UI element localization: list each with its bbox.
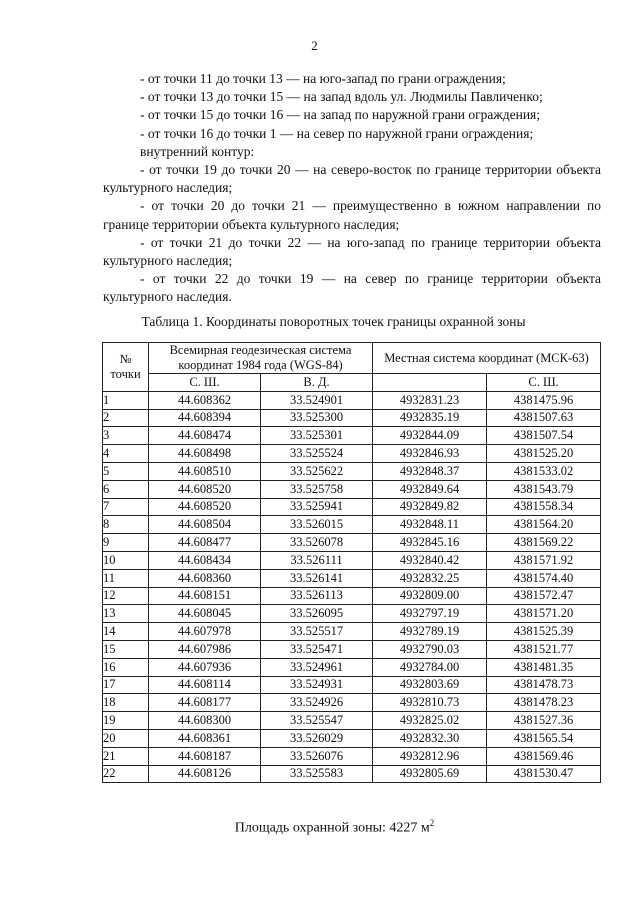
- msk63-x: 4932846.93: [373, 445, 487, 463]
- msk63-y: 4381507.54: [487, 427, 601, 445]
- point-number: 17: [103, 676, 149, 694]
- msk63-x: 4932784.00: [373, 658, 487, 676]
- msk63-x: 4932810.73: [373, 694, 487, 712]
- subheader-msk-y: С. Ш.: [487, 374, 601, 392]
- paragraph: - от точки 19 до точки 20 — на северо-восток по границе территории объекта культурного наследия;: [103, 162, 601, 196]
- table-row: [103, 498, 601, 516]
- msk63-x: 4932831.23: [373, 391, 487, 409]
- paragraph: - от точки 16 до точки 1 — на север по наружной грани ограждения;: [140, 125, 534, 141]
- point-number: 12: [103, 587, 149, 605]
- msk63-y: 4381571.20: [487, 605, 601, 623]
- wgs84-latitude: 44.608520: [149, 498, 261, 516]
- msk63-y: 4381475.96: [487, 391, 601, 409]
- wgs84-latitude: 44.608045: [149, 605, 261, 623]
- msk63-x: 4932848.11: [373, 516, 487, 534]
- msk63-x: 4932803.69: [373, 676, 487, 694]
- wgs84-latitude: 44.608434: [149, 551, 261, 569]
- point-number: 14: [103, 623, 149, 641]
- point-number: 16: [103, 658, 149, 676]
- table-caption: Таблица 1. Координаты поворотных точек границы охранной зоны: [141, 314, 526, 329]
- wgs84-longitude: 33.525300: [261, 409, 373, 427]
- msk63-x: 4932832.25: [373, 569, 487, 587]
- msk63-x: 4932845.16: [373, 534, 487, 552]
- wgs84-longitude: 33.526113: [261, 587, 373, 605]
- msk63-y: 4381527.36: [487, 712, 601, 730]
- wgs84-longitude: 33.524901: [261, 391, 373, 409]
- subheader-msk-x: [373, 374, 487, 392]
- msk63-x: 4932812.96: [373, 747, 487, 765]
- wgs84-latitude: 44.607978: [149, 623, 261, 641]
- wgs84-longitude: 33.525941: [261, 498, 373, 516]
- wgs84-longitude: 33.526015: [261, 516, 373, 534]
- table-row: [103, 445, 601, 463]
- table-row: [103, 551, 601, 569]
- table-row: [103, 747, 601, 765]
- table-row: [103, 676, 601, 694]
- wgs84-longitude: 33.525471: [261, 640, 373, 658]
- wgs84-latitude: 44.608504: [149, 516, 261, 534]
- point-number: 5: [103, 462, 149, 480]
- paragraph: - от точки 11 до точки 13 — на юго-запад по грани ограждения;: [140, 71, 506, 86]
- wgs84-latitude: 44.608362: [149, 391, 261, 409]
- msk63-y: 4381481.35: [487, 658, 601, 676]
- wgs84-latitude: 44.608360: [149, 569, 261, 587]
- point-number: 19: [103, 712, 149, 730]
- subheader-latitude: С. Ш.: [149, 374, 261, 392]
- wgs84-latitude: 44.608510: [149, 462, 261, 480]
- paragraph: - от точки 13 до точки 15 — на запад вдоль ул. Людмилы Павличенко;: [140, 89, 543, 105]
- msk63-x: 4932835.19: [373, 409, 487, 427]
- wgs84-longitude: 33.524926: [261, 694, 373, 712]
- point-number: 22: [103, 765, 149, 783]
- point-number: 20: [103, 729, 149, 747]
- msk63-y: 4381564.20: [487, 516, 601, 534]
- wgs84-longitude: 33.526141: [261, 569, 373, 587]
- msk63-y: 4381565.54: [487, 729, 601, 747]
- paragraph: - от точки 22 до точки 19 — на север по границе территории объекта культурного наследия.: [103, 271, 601, 305]
- table-row: [103, 694, 601, 712]
- point-number: 10: [103, 551, 149, 569]
- wgs84-latitude: 44.607936: [149, 658, 261, 676]
- wgs84-longitude: 33.525524: [261, 445, 373, 463]
- msk63-x: 4932809.00: [373, 587, 487, 605]
- point-number: 3: [103, 427, 149, 445]
- wgs84-latitude: 44.607986: [149, 640, 261, 658]
- wgs84-longitude: 33.524931: [261, 676, 373, 694]
- wgs84-latitude: 44.608114: [149, 676, 261, 694]
- wgs84-longitude: 33.525583: [261, 765, 373, 783]
- wgs84-longitude: 33.525622: [261, 462, 373, 480]
- table-row: [103, 587, 601, 605]
- wgs84-latitude: 44.608300: [149, 712, 261, 730]
- table-body: [103, 391, 601, 783]
- table-row: [103, 516, 601, 534]
- point-number: 15: [103, 640, 149, 658]
- msk63-x: 4932832.30: [373, 729, 487, 747]
- area-unit-superscript: 2: [429, 818, 435, 828]
- table-row: [103, 658, 601, 676]
- msk63-y: 4381533.02: [487, 462, 601, 480]
- wgs84-longitude: 33.526076: [261, 747, 373, 765]
- coordinates-table: [102, 342, 601, 783]
- table-row: [103, 480, 601, 498]
- header-wgs84: Всемирная геодезическая система координат 1984 года (WGS-84): [149, 343, 373, 374]
- table-row: [103, 462, 601, 480]
- msk63-x: 4932849.82: [373, 498, 487, 516]
- paragraph: внутренний контур:: [140, 143, 255, 159]
- point-number: 13: [103, 605, 149, 623]
- table-row: [103, 569, 601, 587]
- msk63-y: 4381569.46: [487, 747, 601, 765]
- msk63-y: 4381521.77: [487, 640, 601, 658]
- table-row: [103, 409, 601, 427]
- header-msk63: Местная система координат (МСК-63): [373, 343, 601, 374]
- point-number: 1: [103, 391, 149, 409]
- msk63-y: 4381571.92: [487, 551, 601, 569]
- wgs84-latitude: 44.608126: [149, 765, 261, 783]
- msk63-y: 4381525.39: [487, 623, 601, 641]
- msk63-y: 4381574.40: [487, 569, 601, 587]
- wgs84-latitude: 44.608151: [149, 587, 261, 605]
- msk63-y: 4381525.20: [487, 445, 601, 463]
- wgs84-latitude: 44.608520: [149, 480, 261, 498]
- point-number: 18: [103, 694, 149, 712]
- wgs84-latitude: 44.608498: [149, 445, 261, 463]
- table-row: [103, 712, 601, 730]
- paragraph: - от точки 21 до точки 22 — на юго-запад по границе территории объекта культурного наследия;: [103, 234, 601, 269]
- msk63-y: 4381543.79: [487, 480, 601, 498]
- wgs84-latitude: 44.608477: [149, 534, 261, 552]
- msk63-x: 4932825.02: [373, 712, 487, 730]
- wgs84-longitude: 33.526095: [261, 605, 373, 623]
- paragraph: - от точки 15 до точки 16 — на запад по наружной грани ограждения;: [140, 107, 541, 123]
- msk63-x: 4932840.42: [373, 551, 487, 569]
- table-row: [103, 640, 601, 658]
- table-row: [103, 534, 601, 552]
- table-row: [103, 427, 601, 445]
- point-number: 11: [103, 569, 149, 587]
- point-number: 7: [103, 498, 149, 516]
- msk63-y: 4381507.63: [487, 409, 601, 427]
- msk63-x: 4932849.64: [373, 480, 487, 498]
- table-row: [103, 623, 601, 641]
- msk63-y: 4381572.47: [487, 587, 601, 605]
- wgs84-longitude: 33.525547: [261, 712, 373, 730]
- wgs84-longitude: 33.526078: [261, 534, 373, 552]
- msk63-x: 4932790.03: [373, 640, 487, 658]
- point-number: 8: [103, 516, 149, 534]
- msk63-x: 4932805.69: [373, 765, 487, 783]
- wgs84-longitude: 33.526029: [261, 729, 373, 747]
- msk63-x: 4932848.37: [373, 462, 487, 480]
- msk63-y: 4381478.73: [487, 676, 601, 694]
- msk63-x: 4932789.19: [373, 623, 487, 641]
- page-number: 2: [311, 38, 318, 53]
- table-row: [103, 605, 601, 623]
- table-row: [103, 391, 601, 409]
- point-number: 6: [103, 480, 149, 498]
- wgs84-latitude: 44.608474: [149, 427, 261, 445]
- msk63-y: 4381558.34: [487, 498, 601, 516]
- wgs84-longitude: 33.526111: [261, 551, 373, 569]
- msk63-y: 4381569.22: [487, 534, 601, 552]
- wgs84-latitude: 44.608361: [149, 729, 261, 747]
- point-number: 4: [103, 445, 149, 463]
- subheader-longitude: В. Д.: [261, 374, 373, 392]
- wgs84-latitude: 44.608187: [149, 747, 261, 765]
- msk63-x: 4932844.09: [373, 427, 487, 445]
- msk63-y: 4381530.47: [487, 765, 601, 783]
- protection-zone-area: [0, 818, 629, 837]
- msk63-x: 4932797.19: [373, 605, 487, 623]
- header-point-number: № точки: [103, 343, 149, 392]
- paragraph: - от точки 20 до точки 21 — преимущественно в южном направлении по границе территории объекта культурного наследия;: [103, 198, 601, 232]
- area-text: Площадь охранной зоны: 4227 м: [234, 820, 430, 836]
- point-number: 21: [103, 747, 149, 765]
- body-text: [103, 70, 601, 307]
- table-row: [103, 729, 601, 747]
- table-row: [103, 765, 601, 783]
- wgs84-longitude: 33.525517: [261, 623, 373, 641]
- wgs84-longitude: 33.525758: [261, 480, 373, 498]
- wgs84-latitude: 44.608177: [149, 694, 261, 712]
- msk63-y: 4381478.23: [487, 694, 601, 712]
- wgs84-longitude: 33.524961: [261, 658, 373, 676]
- point-number: 9: [103, 534, 149, 552]
- wgs84-latitude: 44.608394: [149, 409, 261, 427]
- point-number: 2: [103, 409, 149, 427]
- wgs84-longitude: 33.525301: [261, 427, 373, 445]
